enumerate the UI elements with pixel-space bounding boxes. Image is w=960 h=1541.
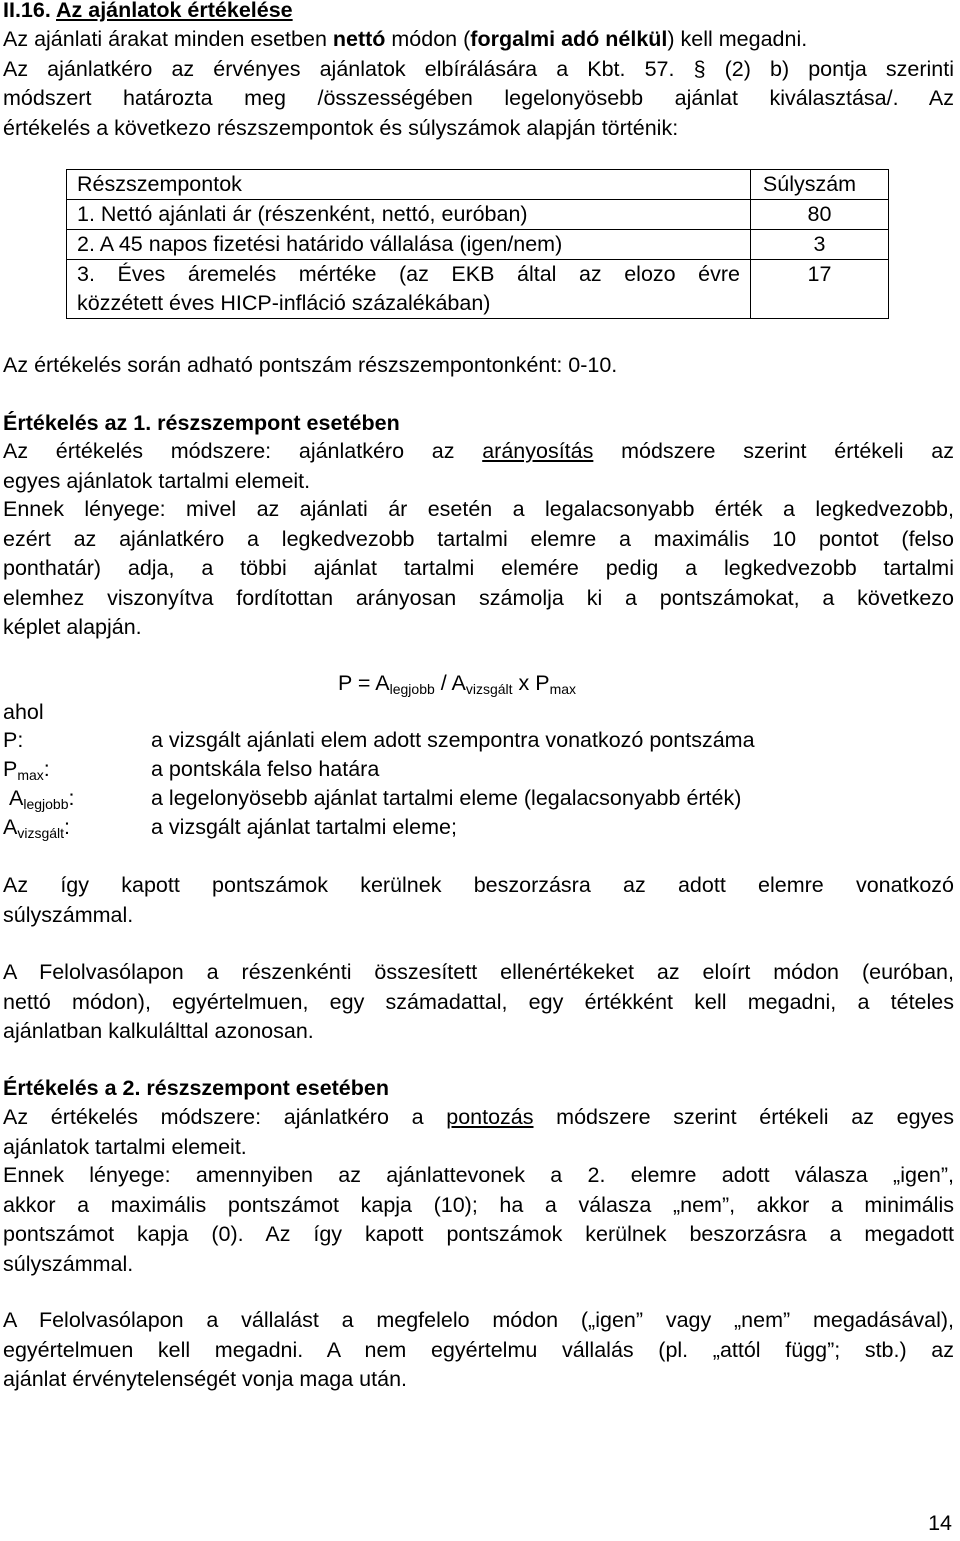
crit1-essence-line-5: képlet alapján. xyxy=(3,615,142,639)
crit2-essence xyxy=(3,1161,954,1279)
crit1-mult-line-2: súlyszámmal. xyxy=(3,902,134,927)
crit2-method xyxy=(3,1103,954,1162)
row-criteria: 2. A 45 napos fizetési határido vállalása (igen/nem) xyxy=(67,230,751,260)
table-row xyxy=(67,200,889,230)
crit1-readout-sheet xyxy=(3,958,954,1047)
crit2-heading: Értékelés a 2. részszempont esetében xyxy=(3,1076,389,1100)
definition-description: a legelonyösebb ajánlat tartalmi eleme (legalacsonyabb érték) xyxy=(151,786,742,810)
crit1-method-line-2: egyes ajánlatok tartalmi elemeit. xyxy=(3,468,311,493)
symbol-sub: legjobb xyxy=(23,796,69,812)
crit2-method-text: módszere szerint értékeli az egyes xyxy=(533,1105,954,1129)
formula-part: P = A xyxy=(338,671,390,695)
formula-sub: legjobb xyxy=(389,681,435,697)
intro-text: ) kell megadni. xyxy=(667,27,808,51)
row-weight: 3 xyxy=(751,230,889,260)
formula xyxy=(338,669,576,698)
intro-line-1 xyxy=(3,25,954,55)
table-row xyxy=(67,230,889,260)
row-criteria-line-2: közzétett éves HICP-infláció százalékában) xyxy=(77,291,491,315)
symbol-sub: vizsgált xyxy=(17,825,65,841)
symbol-suffix: : xyxy=(64,815,71,839)
definition-description: a vizsgált ajánlati elem adott szempontra vonatkozó pontszáma xyxy=(151,728,755,752)
symbol-text: P xyxy=(3,757,18,781)
symbol-text: A xyxy=(9,786,24,810)
crit1-fel-line-1: A Felolvasólapon a részenkénti összesített ellenértékeket az eloírt módon (euróban, xyxy=(3,960,954,984)
crit1-essence xyxy=(3,495,954,643)
intro-line-2: Az ajánlatkéro az érvényes ajánlatok elbírálására a Kbt. 57. § (2) b) pontja szerinti xyxy=(3,56,954,81)
crit1-essence-line-3: ponthatár) adja, a többi ajánlat tartalmi elemére pedig a legkedvezobb tartalmi xyxy=(3,556,954,580)
header-criteria: Részszempontok xyxy=(67,170,751,200)
section-number: II.16. xyxy=(3,0,51,22)
crit2-method-underlined: pontozás xyxy=(446,1105,534,1129)
definition-description: a pontskála felso határa xyxy=(151,757,380,781)
crit1-mult-line-1: Az így kapott pontszámok kerülnek beszorzásra az adott elemre vonatkozó xyxy=(3,873,954,897)
crit1-method-underlined: arányosítás xyxy=(482,439,594,463)
symbol-sub: max xyxy=(17,767,44,783)
crit2-f-line-1: A Felolvasólapon a vállalást a megfelelo módon („igen” vagy „nem” megadásával), xyxy=(3,1308,954,1332)
crit1-method xyxy=(3,437,954,496)
symbol-text: A xyxy=(3,815,18,839)
intro-line-3: módszert határozta meg /összességében legelonyösebb ajánlat kiválasztása/. Az xyxy=(3,86,954,110)
row-criteria: 1. Nettó ajánlati ár (részenként, nettó, euróban) xyxy=(67,200,751,230)
definition-symbol xyxy=(3,813,70,842)
crit2-method-line-2: ajánlatok tartalmi elemeit. xyxy=(3,1134,247,1159)
definition-description: a vizsgált ajánlat tartalmi eleme; xyxy=(151,815,457,839)
crit2-method-text: Az értékelés módszere: ajánlatkéro a xyxy=(3,1105,447,1129)
row-weight: 17 xyxy=(751,260,889,319)
intro-paragraph xyxy=(3,25,954,143)
crit1-essence-line-4: elemhez viszonyítva fordítottan arányosan számolja ki a pontszámokat, a következo xyxy=(3,585,954,610)
crit2-essence-line-4: súlyszámmal. xyxy=(3,1251,134,1276)
criteria-table xyxy=(66,169,889,319)
table-header-row xyxy=(67,170,889,200)
definition-symbol xyxy=(3,755,50,784)
crit1-fel-line-3: ajánlatban kalkulálttal azonosan. xyxy=(3,1019,314,1043)
crit1-multiplication xyxy=(3,871,954,930)
crit2-readout-sheet xyxy=(3,1306,954,1395)
crit1-fel-line-2: nettó módon), egyértelmuen, egy számadattal, egy értékként kell megadni, a tételes xyxy=(3,989,954,1014)
table-row xyxy=(67,260,889,319)
crit2-f-line-3: ajánlat érvénytelenségét vonja maga után. xyxy=(3,1367,407,1391)
symbol-suffix: : xyxy=(68,786,75,810)
symbol-text: P: xyxy=(3,728,24,752)
intro-text: Az ajánlati árakat minden esetben xyxy=(3,27,333,51)
crit2-essence-line-2: akkor a maximális pontszámot kapja (10); ha a válasza „nem”, akkor a minimális xyxy=(3,1192,954,1217)
crit2-f-line-2: egyértelmuen kell megadni. A nem egyértelmu vállalás (pl. „attól függ”; stb.) az xyxy=(3,1337,954,1362)
crit1-essence-line-2: ezért az ajánlatkéro a legkedvezobb tartalmi elemre a maximális 10 pontot (felso xyxy=(3,526,954,551)
formula-part: / A xyxy=(434,671,466,695)
formula-part: x P xyxy=(512,671,550,695)
row-criteria xyxy=(67,260,751,319)
section-title: Az ajánlatok értékelése xyxy=(56,0,293,22)
crit1-heading: Értékelés az 1. részszempont esetében xyxy=(3,411,400,435)
page-number: 14 xyxy=(928,1511,952,1535)
crit2-essence-line-3: pontszámot kapja (0). Az így kapott pontszámok kerülnek beszorzásra a megadott xyxy=(3,1222,954,1246)
score-range: Az értékelés során adható pontszám részszempontonként: 0-10. xyxy=(3,353,618,377)
definition-symbol xyxy=(3,726,23,755)
intro-bold-vat: forgalmi adó nélkül xyxy=(470,27,668,51)
intro-bold-net: nettó xyxy=(332,27,386,51)
crit1-essence-line-1: Ennek lényege: mivel az ajánlati ár esetén a legalacsonyabb érték a legkedvezobb, xyxy=(3,497,954,521)
intro-line-4: értékelés a következo részszempontok és súlyszámok alapján történik: xyxy=(3,115,679,140)
row-weight: 80 xyxy=(751,200,889,230)
crit2-method-line-1 xyxy=(3,1103,954,1133)
crit2-essence-line-1: Ennek lényege: amennyiben az ajánlattevonek a 2. elemre adott válasza „igen”, xyxy=(3,1163,954,1187)
crit1-method-text: módszere szerint értékeli az xyxy=(593,439,954,463)
header-weight: Súlyszám xyxy=(751,170,889,200)
formula-sub: max xyxy=(549,681,577,697)
section-heading xyxy=(3,0,293,25)
symbol-suffix: : xyxy=(43,757,50,781)
where-label: ahol xyxy=(3,700,44,724)
definition-symbol xyxy=(9,784,74,813)
row-criteria-line-1: 3. Éves áremelés mértéke (az EKB által az elozo évre xyxy=(77,262,740,286)
crit1-method-line-1 xyxy=(3,437,954,467)
crit1-method-text: Az értékelés módszere: ajánlatkéro az xyxy=(3,439,483,463)
formula-sub: vizsgált xyxy=(465,681,513,697)
intro-text: módon ( xyxy=(385,27,471,51)
